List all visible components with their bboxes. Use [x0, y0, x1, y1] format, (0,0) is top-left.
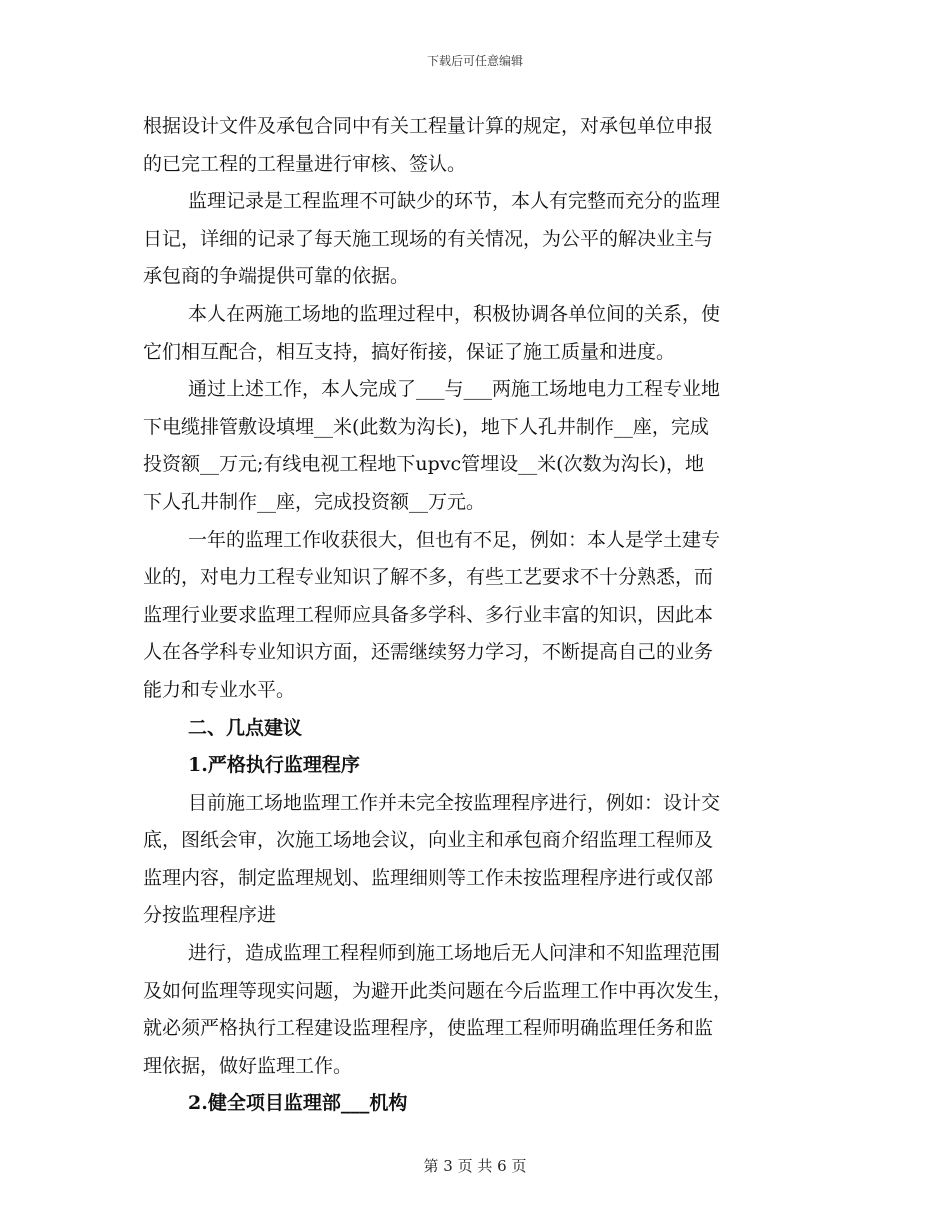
paragraph-line: 底，图纸会审，次施工场地会议，向业主和承包商介绍监理工程师及	[143, 829, 714, 852]
paragraph-line: 进行，造成监理工程程师到施工场地后无人问津和不知监理范围	[188, 942, 721, 965]
paragraph-line: 理依据，做好监理工作。	[143, 1054, 353, 1077]
document-body	[143, 108, 795, 1123]
page-footer: 第 3 页 共 6 页	[423, 1157, 527, 1175]
paragraph-line: 业的，对电力工程专业知识了解不多，有些工艺要求不十分熟悉，而	[143, 566, 714, 589]
paragraph-line: 通过上述工作，本人完成了___与___两施工场地电力工程专业地	[188, 378, 721, 401]
paragraph-line: 它们相互配合，相互支持，搞好衔接，保证了施工质量和进度。	[143, 340, 676, 363]
paragraph-line: 目前施工场地监理工作并未完全按监理程序进行，例如：设计交	[188, 791, 721, 814]
paragraph-line: 监理内容，制定监理规划、监理细则等工作未按监理程序进行或仅部	[143, 866, 714, 889]
subsection-heading: 2.健全项目监理部___机构	[188, 1092, 408, 1115]
section-heading: 二、几点建议	[188, 716, 303, 739]
paragraph-line: 就必须严格执行工程建设监理程序，使监理工程师明确监理任务和监	[143, 1017, 714, 1040]
subsection-heading: 1.严格执行监理程序	[188, 754, 360, 777]
paragraph-line: 能力和专业水平。	[143, 678, 296, 701]
paragraph-line: 下电缆排管敷设填埋__米(此数为沟长)，地下人孔井制作__座，完成	[143, 415, 709, 438]
paragraph-line: 分按监理程序进	[143, 904, 277, 927]
paragraph-line: 监理记录是工程监理不可缺少的环节，本人有完整而充分的监理	[188, 190, 721, 213]
paragraph-line: 下人孔井制作__座，完成投资额__万元。	[143, 490, 486, 513]
page-header: 下载后可任意编辑	[426, 54, 523, 68]
paragraph-line: 日记，详细的记录了每天施工现场的有关情况，为公平的解决业主与	[143, 227, 714, 250]
paragraph-line: 承包商的争端提供可靠的依据。	[143, 265, 410, 288]
paragraph-line: 的已完工程的工程量进行审核、签认。	[143, 152, 467, 175]
paragraph-line: 及如何监理等现实问题，为避开此类问题在今后监理工作中再次发生，	[143, 979, 733, 1002]
paragraph-line: 本人在两施工场地的监理过程中，积极协调各单位间的关系，使	[188, 302, 721, 325]
paragraph-line: 投资额__万元;有线电视工程地下upvc管埋设__米(次数为沟长)，地	[143, 453, 705, 476]
paragraph-line: 人在各学科专业知识方面，还需继续努力学习，不断提高自己的业务	[143, 641, 714, 664]
paragraph-line: 根据设计文件及承包合同中有关工程量计算的规定，对承包单位申报	[143, 115, 714, 137]
paragraph-line: 监理行业要求监理工程师应具备多学科、多行业丰富的知识，因此本	[143, 603, 714, 626]
paragraph-line: 一年的监理工作收获很大，但也有不足，例如：本人是学土建专	[188, 528, 721, 551]
